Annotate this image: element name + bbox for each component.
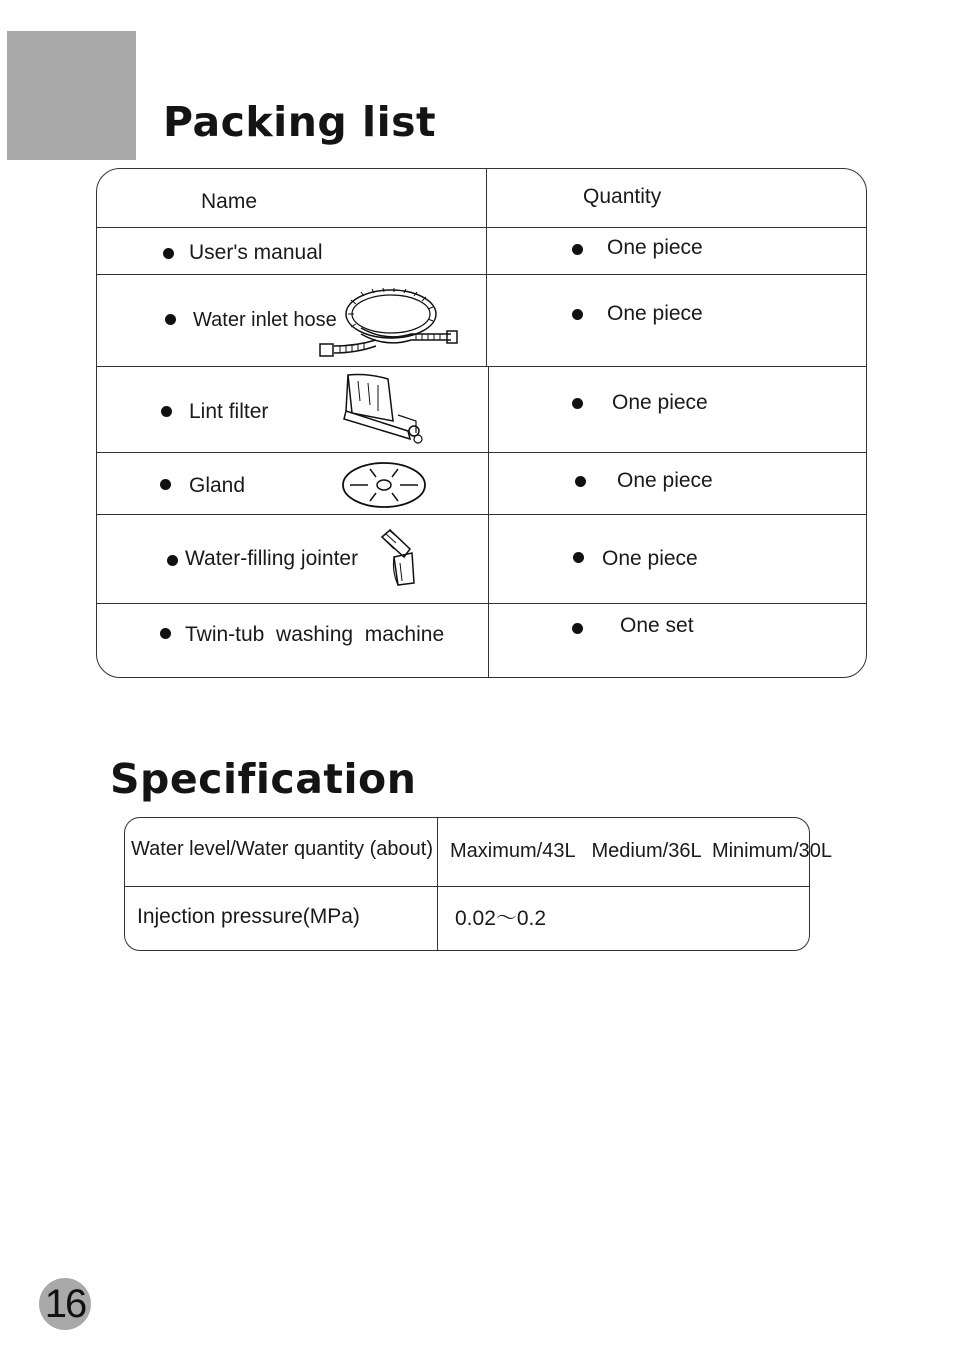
bullet-icon [167, 555, 178, 566]
bullet-icon [572, 623, 583, 634]
jointer-icon [376, 527, 420, 587]
item-name-water-inlet-hose: Water inlet hose [193, 309, 337, 331]
bullet-icon [163, 248, 174, 259]
row-divider [97, 366, 866, 367]
column-divider [437, 818, 438, 950]
spec-label-water-level: Water level/Water quantity (about) [131, 838, 433, 860]
item-quantity: One piece [607, 302, 703, 325]
specification-title: Specification [110, 755, 417, 803]
row-divider [97, 452, 866, 453]
item-quantity: One piece [617, 469, 713, 492]
item-quantity: One piece [612, 391, 708, 414]
row-divider [97, 227, 866, 228]
item-quantity: One piece [607, 236, 703, 259]
bullet-icon [575, 476, 586, 487]
hose-icon [316, 284, 461, 359]
header-name: Name [201, 190, 258, 213]
packing-list-title: Packing list [163, 98, 437, 146]
item-name-lint-filter: Lint filter [189, 400, 269, 423]
column-divider [486, 169, 487, 367]
row-divider [97, 274, 866, 275]
header-quantity: Quantity [583, 185, 662, 208]
spec-value-water-level: Maximum/43L Medium/36L Minimum/30L [450, 840, 832, 862]
bullet-icon [160, 479, 171, 490]
bullet-icon [573, 552, 584, 563]
column-divider [488, 367, 489, 677]
bullet-icon [572, 398, 583, 409]
bullet-icon [160, 628, 171, 639]
item-name-twin-tub-washing-machine: Twin-tub washing machine [185, 623, 445, 646]
gland-icon [340, 459, 428, 511]
spec-label-injection-pressure: Injection pressure(MPa) [137, 905, 360, 928]
row-divider [125, 886, 809, 887]
page-number: 16 [39, 1278, 91, 1330]
row-divider [97, 603, 866, 604]
item-quantity: One piece [602, 547, 698, 570]
bullet-icon [165, 314, 176, 325]
item-name-users-manual: User's manual [189, 241, 323, 264]
item-quantity: One set [620, 614, 694, 637]
bullet-icon [572, 309, 583, 320]
corner-block [7, 31, 136, 160]
item-name-water-filling-jointer: Water-filling jointer [185, 547, 359, 570]
lint-filter-icon [338, 371, 428, 447]
bullet-icon [572, 244, 583, 255]
row-divider [97, 514, 866, 515]
bullet-icon [161, 406, 172, 417]
spec-value-injection-pressure: 0.02～0.2 [455, 907, 547, 930]
item-name-gland: Gland [189, 474, 246, 497]
